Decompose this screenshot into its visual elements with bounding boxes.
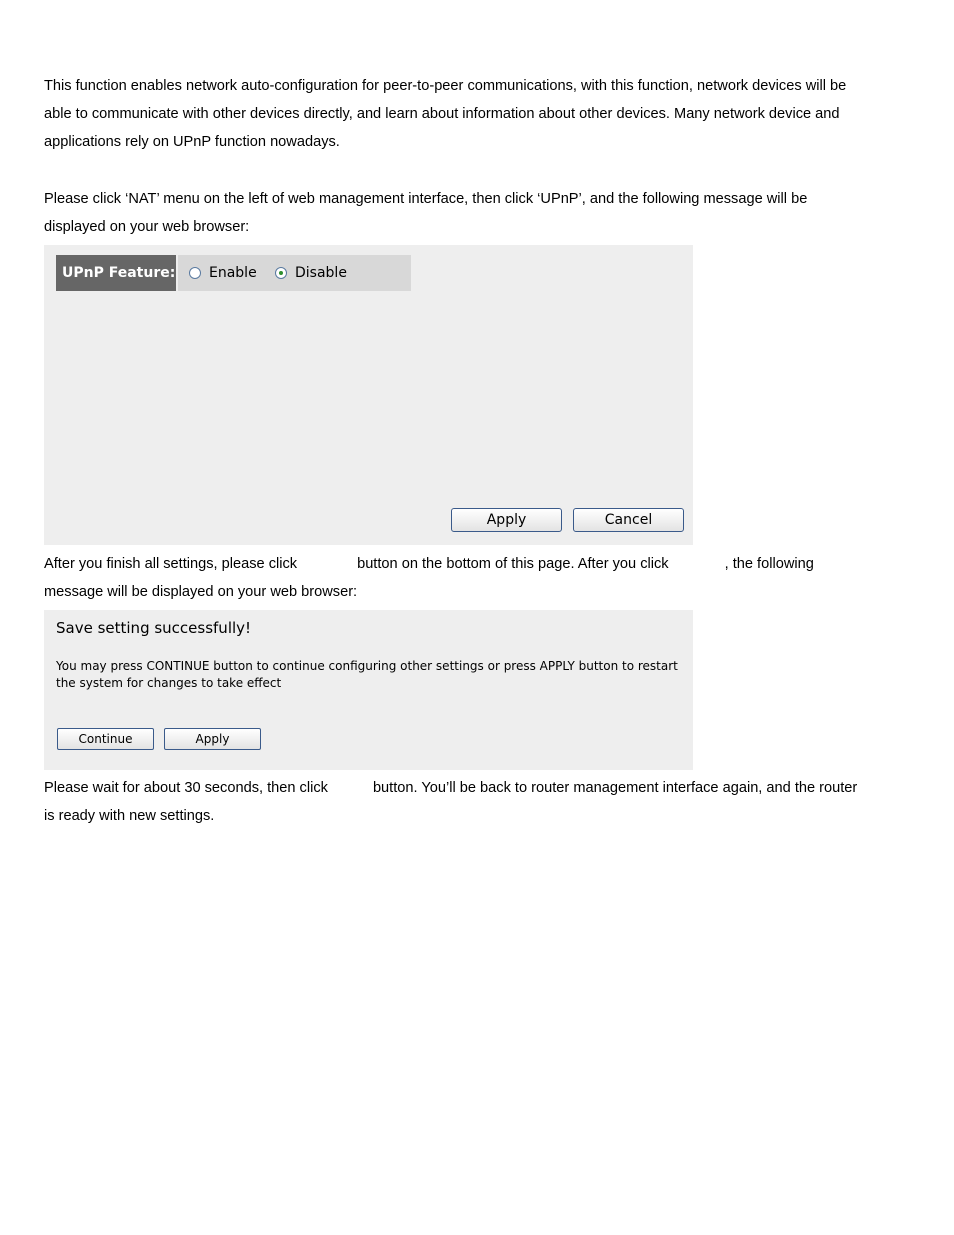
- intro-line: applications rely on UPnP function nowadays.: [44, 134, 340, 150]
- save-success-panel: [44, 610, 693, 770]
- after-settings-text: After you finish all settings, please click: [44, 556, 298, 572]
- after-settings-text: button on the bottom of this page. After you click: [357, 556, 669, 572]
- after-settings-paragraph: [44, 550, 814, 606]
- continue-button[interactable]: Continue: [57, 728, 154, 750]
- after-settings-text: , the following: [724, 556, 814, 572]
- disable-radio-icon[interactable]: [275, 267, 287, 279]
- wait-paragraph: [44, 774, 857, 830]
- disable-radio-label: Disable: [295, 265, 347, 281]
- disable-radio-option[interactable]: [275, 255, 347, 291]
- enable-radio-icon[interactable]: [189, 267, 201, 279]
- instructions-paragraph: [44, 185, 807, 241]
- apply-button[interactable]: Apply: [451, 508, 562, 532]
- save-apply-button[interactable]: Apply: [164, 728, 261, 750]
- cancel-button[interactable]: Cancel: [573, 508, 684, 532]
- after-settings-line: message will be displayed on your web browser:: [44, 584, 358, 600]
- wait-text: Please wait for about 30 seconds, then click: [44, 780, 328, 796]
- instructions-line: Please click ‘NAT’ menu on the left of web management interface, then click ‘UPnP’, and the following message will be: [44, 191, 808, 207]
- upnp-feature-label: UPnP Feature:: [56, 255, 176, 291]
- save-success-message: You may press CONTINUE button to continue configuring other settings or press APPLY button to restart the system for changes to take effect: [56, 659, 678, 690]
- enable-radio-option[interactable]: [189, 255, 257, 291]
- wait-line: is ready with new settings.: [44, 808, 215, 824]
- save-success-title: Save setting successfully!: [56, 619, 252, 637]
- intro-paragraph: [44, 72, 846, 156]
- upnp-settings-panel: [44, 245, 693, 545]
- after-settings-line: [44, 550, 814, 578]
- intro-line: able to communicate with other devices directly, and learn about information about other devices. Many network device and: [44, 106, 840, 122]
- upnp-feature-options: [178, 255, 411, 291]
- instructions-line: displayed on your web browser:: [44, 219, 250, 235]
- enable-radio-label: Enable: [209, 265, 257, 281]
- wait-line: [44, 774, 857, 802]
- intro-line: This function enables network auto-configuration for peer-to-peer communications, with this function, network devices will be: [44, 78, 847, 94]
- wait-text: button. You’ll be back to router management interface again, and the router: [372, 780, 858, 796]
